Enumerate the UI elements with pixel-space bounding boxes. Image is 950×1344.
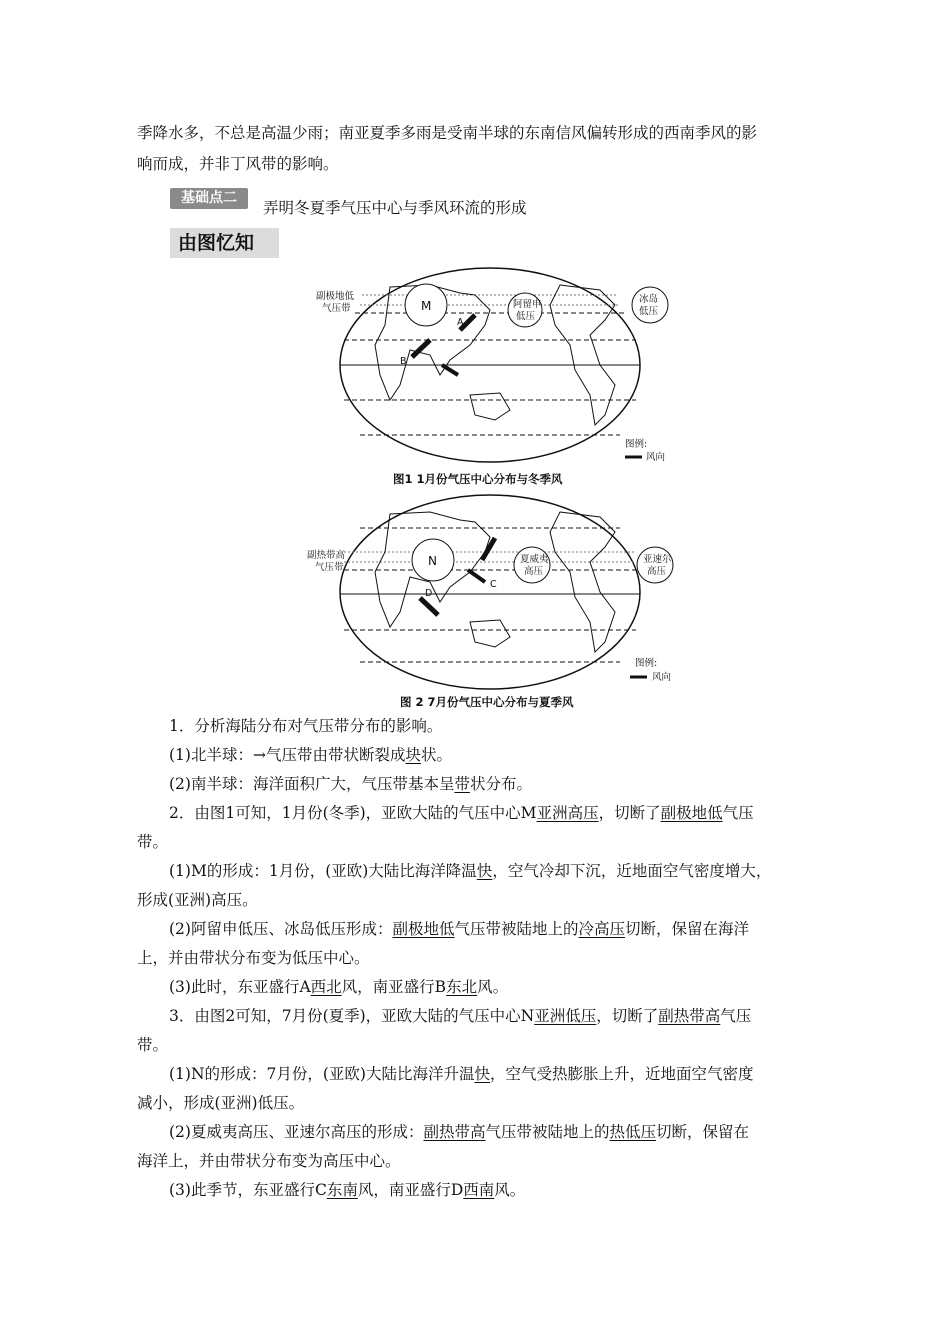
answer: 快 [474,1065,490,1083]
answer: 快 [476,862,493,880]
aleutian-label-a: 阿留申 [513,299,542,310]
point-b: B [400,356,407,367]
answer: 亚洲低压 [534,1007,597,1025]
answer: 东南 [326,1181,358,1199]
iceland-circle [632,287,668,323]
q2-2-line2: 上，并由带状分布变为低压中心。 [137,949,370,967]
aleutian-label-b: 低压 [516,311,536,322]
n-label: N [428,554,437,568]
intro-line-2: 响而成，并非丁风带的影响。 [137,155,339,173]
answer: 亚洲高压 [536,804,599,822]
figure1-caption: 图1 1月份气压中心分布与冬季风 [393,472,563,486]
answer: 带 [454,775,470,793]
q3-2: (2)夏威夷高压、亚速尔高压的形成：副热带高气压带被陆地上的热低压切断，保留在 [169,1123,750,1141]
q2-line2: 带。 [137,833,169,851]
answer: 东北 [446,978,478,996]
azores-circle [637,547,673,583]
m-label: M [421,299,432,313]
figure2-caption: 图 2 7月份气压中心分布与夏季风 [400,695,574,709]
figure2-map [300,490,680,695]
q3-line2: 带。 [137,1036,169,1054]
azores-label-a: 亚速尔 [643,554,672,565]
azores-label-b: 高压 [647,566,667,577]
q2-1-line2: 形成(亚洲)高压。 [137,891,258,909]
q3-1-line2: 减小，形成(亚洲)低压。 [137,1094,305,1112]
q2-3: (3)此时，东亚盛行A西北风，南亚盛行B东北风。 [169,978,509,996]
belt-label-a: 副热带高 [307,550,346,561]
answer: 冷高压 [578,920,626,938]
point-d: D [425,588,433,599]
q2-2: (2)阿留申低压、冰岛低压形成：副极地低气压带被陆地上的冷高压切断，保留在海洋 [169,920,750,938]
section-tag-title: 弄明冬夏季气压中心与季风环流的形成 [263,199,527,217]
section-heading: 由图忆知 [170,228,279,258]
answer: 西北 [310,978,342,996]
q2-1: (1)M的形成：1月份，(亚欧)大陆比海洋降温快，空气冷却下沉，近地面空气密度增大， [169,862,772,880]
point-c: C [490,579,497,590]
q3-1: (1)N的形成：7月份，(亚欧)大陆比海洋升温快，空气受热膨胀上升，近地面空气密度 [169,1065,754,1083]
answer: 副极地低 [660,804,723,822]
q1-1: (1)北半球：→气压带由带状断裂成块状。 [169,746,452,764]
map-outline [340,495,640,689]
legend-title: 图例: [625,439,648,450]
belt-label-a: 副极地低 [316,291,355,302]
figure1-map [300,265,680,470]
legend-text: 风向 [652,672,672,683]
legend-text: 风向 [646,452,666,463]
hawaii-circle [514,547,550,583]
answer: 副热带高 [423,1123,486,1141]
hawaii-label-b: 高压 [524,566,544,577]
q3: 3．由图2可知，7月份(夏季)，亚欧大陆的气压中心N亚洲低压，切断了副热带高气压 [169,1007,752,1025]
belt-label-b: 气压带 [322,303,351,314]
q1: 1．分析海陆分布对气压带分布的影响。 [169,717,443,735]
section-tag: 基础点二 [170,188,248,209]
point-a: A [457,317,464,328]
iceland-label-b: 低压 [639,306,659,317]
answer: 西南 [463,1181,495,1199]
answer: 副极地低 [392,920,455,938]
q3-3: (3)此季节，东亚盛行C东南风，南亚盛行D西南风。 [169,1181,526,1199]
q1-2: (2)南半球：海洋面积广大，气压带基本呈带状分布。 [169,775,532,793]
answer: 块 [405,746,421,764]
q3-2-line2: 海洋上，并由带状分布变为高压中心。 [137,1152,401,1170]
hawaii-label-a: 夏威夷 [520,554,549,565]
belt-label-b: 气压带 [315,562,344,573]
intro-line-1: 季降水多，不总是高温少雨；南亚夏季多雨是受南半球的东南信风偏转形成的西南季风的影 [137,124,758,142]
answer: 副热带高 [658,1007,721,1025]
q2: 2．由图1可知，1月份(冬季)，亚欧大陆的气压中心M亚洲高压，切断了副极地低气压 [169,804,754,822]
legend-title: 图例: [635,658,658,669]
iceland-label-a: 冰岛 [639,294,659,305]
answer: 热低压 [609,1123,657,1141]
